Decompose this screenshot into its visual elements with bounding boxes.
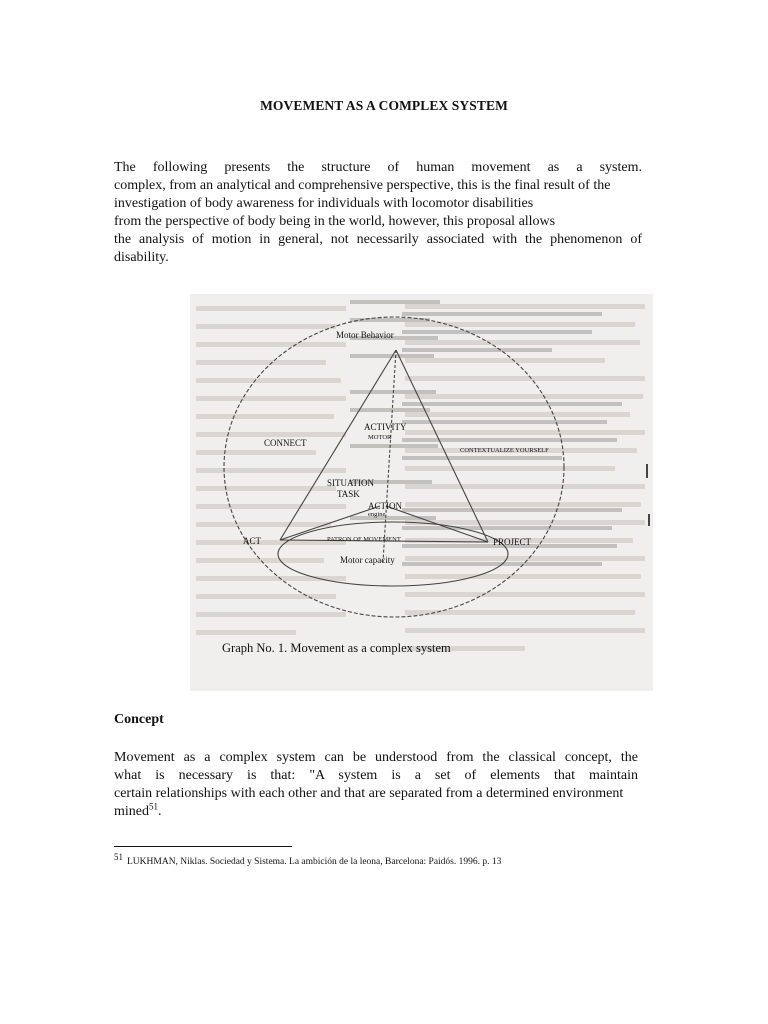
outer-circle bbox=[224, 317, 564, 617]
figure-caption: Graph No. 1. Movement as a complex system bbox=[222, 641, 451, 655]
intro-line: The following presents the structure of human movement as a system. bbox=[114, 160, 642, 175]
label-motor: MOTOR bbox=[368, 434, 392, 441]
concept-paragraph bbox=[114, 749, 638, 821]
label-act: ACT bbox=[243, 536, 261, 546]
intro-line: investigation of body awareness for individuals with locomotor disabilities bbox=[114, 196, 534, 211]
footnote-divider bbox=[114, 846, 292, 847]
footnote bbox=[114, 852, 501, 867]
label-connect: CONNECT bbox=[264, 438, 307, 448]
footnote-number: 51 bbox=[114, 852, 123, 862]
movement-diagram bbox=[190, 294, 653, 691]
action-line-right bbox=[386, 506, 488, 542]
label-project: PROJECT bbox=[493, 537, 532, 547]
intro-line: from the perspective of body being in the world, however, this proposal allows bbox=[114, 214, 556, 229]
intro-line: disability. bbox=[114, 250, 169, 265]
footnote-text: LUKHMAN, Niklas. Sociedad y Sistema. La ambición de la leona, Barcelona: Paidós. 1996. p. 13 bbox=[127, 857, 502, 868]
label-patron-of-movement: PATRON OF MOVEMENT bbox=[327, 536, 401, 543]
para-line: certain relationships with each other and that are separated from a determined environment bbox=[114, 786, 624, 801]
label-activity: ACTIVITY bbox=[364, 422, 407, 432]
para-last-text: mined bbox=[114, 804, 149, 819]
base-ellipse bbox=[278, 522, 508, 586]
section-heading: Concept bbox=[114, 712, 164, 727]
intro-line: complex, from an analytical and comprehensive perspective, this is the final result of the bbox=[114, 178, 611, 193]
page-title: MOVEMENT AS A COMPLEX SYSTEM bbox=[260, 98, 508, 113]
para-line: Movement as a complex system can be understood from the classical concept, the bbox=[114, 750, 638, 765]
footnote-reference[interactable]: 51 bbox=[149, 801, 158, 812]
label-motor-behavior: Motor Behavior bbox=[336, 330, 394, 340]
para-line: mined$^{51}$. bbox=[114, 801, 162, 819]
intro-paragraph bbox=[114, 159, 642, 267]
label-situation: SITUATION bbox=[327, 478, 374, 488]
para-line: what is necessary is that: "A system is a set of elements that maintain bbox=[114, 768, 638, 783]
figure-movement-system bbox=[190, 294, 653, 691]
intro-line: the analysis of motion in general, not necessarily associated with the phenomenon of bbox=[114, 232, 642, 247]
label-contextualize: CONTEXTUALIZE YOURSELF bbox=[460, 447, 549, 454]
cone-edge-right bbox=[396, 350, 488, 542]
label-motor-capacity: Motor capacity bbox=[340, 555, 395, 565]
cone-axis bbox=[383, 350, 396, 562]
label-action: ACTION bbox=[368, 501, 402, 511]
label-task: TASK bbox=[337, 489, 360, 499]
label-engine: engine bbox=[368, 511, 386, 518]
